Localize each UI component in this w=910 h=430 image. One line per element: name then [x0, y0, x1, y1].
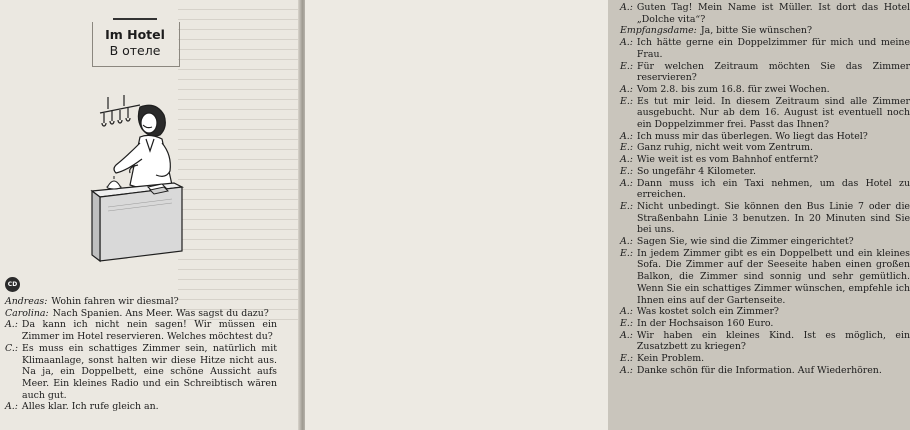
left-dialogue: [5, 296, 277, 413]
lesson-title-ru: В отеле: [109, 43, 161, 58]
utterance-text: Guten Tag! Mein Name ist Müller. Ist dort das Hotel „Dolche vita“?: [636, 2, 910, 25]
right-dialogue-line: [620, 306, 910, 318]
utterance-text: Was kostet solch ein Zimmer?: [636, 306, 779, 318]
speaker-label: E.:: [620, 142, 633, 154]
receptionist: [114, 105, 172, 189]
utterance-text: Alles klar. Ich rufe gleich an.: [21, 401, 159, 413]
speaker-label: A.:: [620, 329, 633, 341]
title-rule: [113, 18, 157, 20]
right-dialogue-line: [620, 201, 910, 236]
speaker-label: A.:: [620, 2, 633, 13]
speaker-label: Andreas:: [5, 296, 48, 307]
bell-icon: [107, 176, 121, 189]
utterance-text: So ungefähr 4 Kilometer.: [636, 165, 756, 177]
utterance-text: In jedem Zimmer gibt es ein Doppelbett und ein kleines Sofa. Die Zimmer auf der Seeseite haben einen großen Balkon, die Zimmer sind sonnig und sehr gemütlich. Wenn Sie ein schattiges Zimmer wünschen, empfehle ich Ihnen eins auf der Gartenseite.: [636, 247, 910, 306]
right-dialogue-line: [620, 236, 910, 248]
utterance-text: Es muss ein schattiges Zimmer sein, natürlich mit Klimaanlage, sonst halten wir diese Hitze nicht aus. Na ja, ein Doppelbett, eine schöne Aussicht aufs Meer. Ein kleines Radio und ein Schreibtisch wären auch gut.: [21, 342, 277, 401]
right-dialogue-line: [620, 166, 910, 178]
speaker-label: A.:: [5, 401, 18, 413]
left-dialogue-line: [5, 296, 277, 308]
bleed-through-text: [178, 0, 298, 320]
right-dialogue-line: [620, 37, 910, 60]
utterance-text: Ich hätte gerne ein Doppelzimmer für mich und meine Frau.: [636, 37, 910, 60]
utterance-text: Danke schön für die Information. Auf Wiederhören.: [636, 364, 882, 376]
right-dialogue: [620, 2, 910, 377]
speaker-label: E.:: [620, 317, 633, 329]
utterance-text: Da kann ich nicht nein sagen! Wir müssen ein Zimmer im Hotel reservieren. Welches möchtest du?: [21, 319, 277, 343]
speaker-label: Carolina:: [5, 307, 49, 319]
utterance-text: Es tut mir leid. In diesem Zeitraum sind alle Zimmer ausgebucht. Nur ab dem 16. August ist eventuell noch ein Doppelzimmer frei. Passt das Ihnen?: [636, 95, 910, 131]
right-dialogue-line: [620, 248, 910, 307]
speaker-label: E.:: [620, 60, 633, 72]
right-dialogue-line: [620, 131, 910, 143]
right-dialogue-line: [620, 25, 910, 37]
key-rack: [100, 95, 140, 126]
left-dialogue-line: [5, 343, 277, 402]
utterance-text: Dann muss ich ein Taxi nehmen, um das Hotel zu erreichen.: [636, 177, 910, 201]
left-dialogue-line: [5, 319, 277, 342]
speaker-label: E.:: [620, 95, 633, 107]
utterance-text: Ganz ruhig, nicht weit vom Zentrum.: [636, 142, 813, 154]
reception-counter: [92, 183, 182, 261]
speaker-label: E.:: [620, 247, 633, 259]
utterance-text: Nach Spanien. Ans Meer. Was sagst du dazu?: [52, 307, 269, 319]
left-dialogue-line: [5, 401, 277, 413]
utterance-text: In der Hochsaison 160 Euro.: [636, 317, 774, 329]
right-dialogue-line: [620, 330, 910, 353]
right-dialogue-line: [620, 84, 910, 96]
speaker-label: A.:: [620, 130, 633, 142]
speaker-label: A.:: [620, 37, 633, 49]
receptionist-illustration: [88, 95, 183, 265]
utterance-text: Vom 2.8. bis zum 16.8. für zwei Wochen.: [636, 83, 830, 95]
lesson-title: [95, 27, 175, 59]
speaker-label: A.:: [620, 364, 633, 376]
lesson-title-de: Im Hotel: [105, 27, 165, 42]
speaker-label: A.:: [620, 236, 633, 248]
right-dialogue-line: [620, 318, 910, 330]
utterance-text: Nicht unbedingt. Sie können den Bus Linie 7 oder die Straßenbahn Linie 3 benutzen. In 20 Minuten sind Sie bei uns.: [636, 200, 910, 236]
utterance-text: Ja, bitte Sie wünschen?: [700, 25, 812, 37]
utterance-text: Wir haben ein kleines Kind. Ist es möglich, ein Zusatzbett zu kriegen?: [636, 329, 910, 353]
right-dialogue-line: [620, 2, 910, 25]
right-dialogue-line: [620, 61, 910, 84]
utterance-text: Wohin fahren wir diesmal?: [51, 296, 179, 307]
speaker-label: E.:: [620, 200, 633, 212]
speaker-label: A.:: [620, 154, 633, 166]
right-dialogue-line: [620, 154, 910, 166]
cd-audio-icon: CD: [5, 277, 20, 292]
speaker-label: A.:: [620, 177, 633, 189]
speaker-label: A.:: [5, 319, 18, 331]
speaker-label: E.:: [620, 353, 633, 365]
right-dialogue-line: [620, 178, 910, 201]
right-page: [305, 0, 910, 430]
left-dialogue-line: [5, 308, 277, 320]
utterance-text: Ich muss mir das überlegen. Wo liegt das Hotel?: [636, 130, 868, 142]
right-dialogue-line: [620, 142, 910, 154]
utterance-text: Kein Problem.: [636, 353, 705, 365]
speaker-label: E.:: [620, 165, 633, 177]
utterance-text: Wie weit ist es vom Bahnhof entfernt?: [636, 154, 819, 166]
speaker-label: A.:: [620, 83, 633, 95]
speaker-label: A.:: [620, 306, 633, 318]
utterance-text: Für welchen Zeitraum möchten Sie das Zimmer reservieren?: [636, 60, 910, 84]
speaker-label: Empfangsdame:: [620, 25, 697, 37]
left-page: [0, 0, 301, 430]
utterance-text: Sagen Sie, wie sind die Zimmer eingerichtet?: [636, 236, 854, 248]
right-dialogue-line: [620, 365, 910, 377]
speaker-label: C.:: [5, 342, 18, 354]
right-dialogue-line: [620, 96, 910, 131]
right-dialogue-line: [620, 353, 910, 365]
